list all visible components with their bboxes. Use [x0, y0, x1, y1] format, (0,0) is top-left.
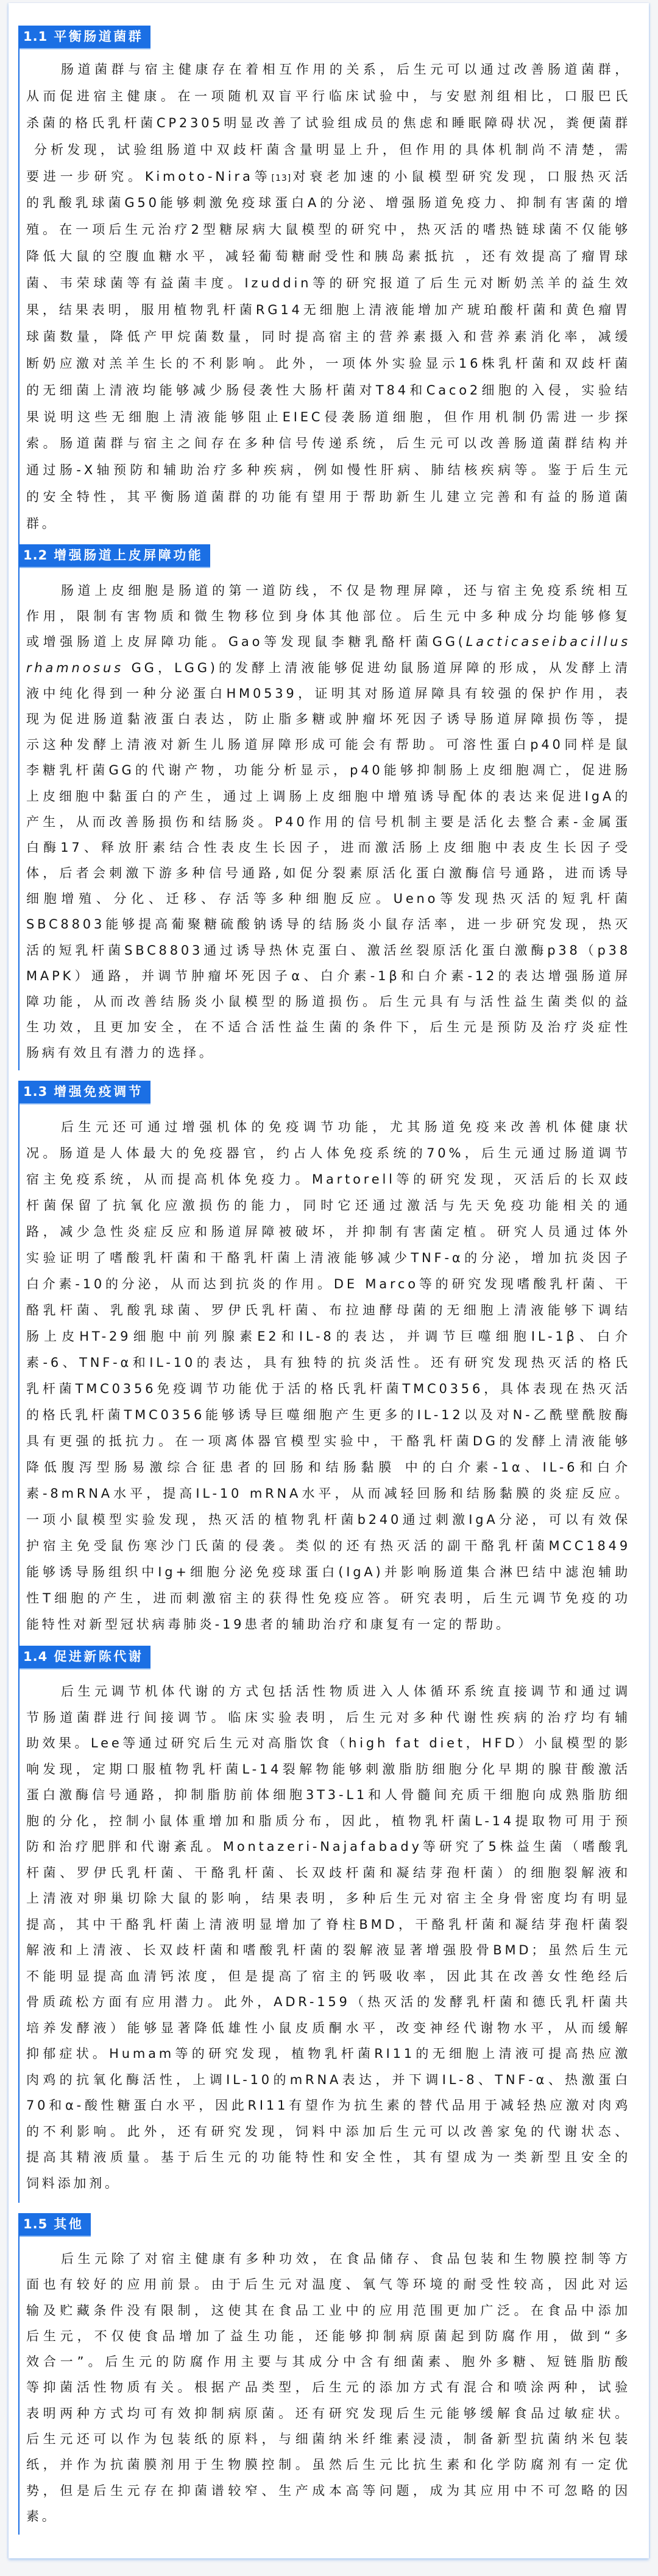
paragraph-line: 势，但是后生元存在抑菌谱较窄、生产成本高等问题，成为其应用中不可忽略的因 [26, 2483, 631, 2498]
paragraph-line: 通过肠-X轴预防和辅助治疗多种疾病，例如慢性肝病、肺结核疾病等。鉴于后生元 [26, 463, 631, 478]
paragraph-line: 纸，并作为抗菌膜剂用于生物膜控制。虽然后生元比抗生素和化学防腐剂有一定优 [26, 2457, 631, 2472]
section-paragraph [26, 1679, 631, 2196]
paragraph-line [26, 655, 631, 681]
paragraph-line: 等抑菌活性物质有关。根据产品类型，后生元的添加方式有混合和喷涂两种，试验 [26, 2380, 631, 2395]
paragraph-line: 杆菌保留了抗氧化应激损伤的能力，同时它还通过激活与先天免疫功能相关的通 [26, 1198, 631, 1213]
paragraph-line: 胞的分化，控制小鼠体重增加和脂质分布，因此，植物乳杆菌L-14提取物可用于预 [26, 1813, 631, 1828]
paragraph-line: 70和α-酸性糖蛋白水平，因此RI11有望作为抗生素的替代品用于减轻热应激对肉鸡 [26, 2098, 631, 2113]
paragraph-line: 的乳酸乳球菌G50能够刺激免疫球蛋白A的分泌、增强肠道免疫力、抑制有害菌的增 [26, 195, 631, 211]
text-segment: 或增强肠道上皮屏障功能。Gao等发现鼠李糖乳酪杆菌GG( [26, 634, 466, 650]
paragraph-line: 杀菌的格氏乳杆菌CP2305明显改善了试验组成员的焦虑和睡眠障碍状况，粪便菌群 [26, 115, 631, 130]
paragraph-line: 障功能，从而改善结肠炎小鼠模型的肠道损伤。后生元具有与活性益生菌类似的益 [26, 994, 631, 1009]
paragraph-line: 降低腹泻型肠易激综合征患者的回肠和结肠黏膜 中的白介素-1α、IL-6和白介 [26, 1460, 631, 1475]
section-title: 促进新陈代谢 [54, 1649, 144, 1664]
paragraph-line: 的格氏乳杆菌TMC0356能够诱导巨噬细胞产生更多的IL-12以及对N-乙酰壁酰胺酶 [26, 1408, 631, 1422]
paragraph-line: 肉鸡的抗氧化酶活性，上调IL-10的mRNA表达，并下调IL-8、TNF-α、热激蛋白 [26, 2072, 631, 2087]
paragraph-line: 乳杆菌TMC0356免疫调节功能优于活的格氏乳杆菌TMC0356，具体表现在热灭活 [26, 1381, 631, 1396]
paragraph-line: 素。 [26, 2508, 58, 2524]
paragraph-line: 酪乳杆菌、乳酸乳球菌、罗伊氏乳杆菌、布拉迪酵母菌的无细胞上清液能够下调结 [26, 1303, 631, 1318]
paragraph-line: 面也有较好的应用前景。由于后生元对温度、氧气等环境的耐受性较高，因此对运 [26, 2277, 631, 2292]
paragraph-line: 分析发现，试验组肠道中双歧杆菌含量明显上升，但作用的具体机制尚不清楚，需 [26, 142, 631, 157]
italic-species-name: Lacticaseibacillus [465, 634, 631, 650]
text-segment: 要进一步研究。Kimoto-Nira等 [26, 169, 272, 184]
paragraph-line: 效合一”。后生元的防腐作用主要与其成分中含有细菌素、胞外多糖、短链脂肪酸 [26, 2354, 631, 2370]
section-header [18, 544, 210, 567]
paragraph-line: 输及贮藏条件没有限制，这使其在食品工业中的应用范围更加广泛。在食品中添加 [26, 2303, 631, 2318]
paragraph-line: 生功效，且更加安全，在不适合活性益生菌的条件下，后生元是预防及治疗炎症性 [26, 1020, 631, 1035]
paragraph-line: 菌、韦荣球菌等有益菌丰度。Izuddin等的研究报道了后生元对断奶羔羊的益生效 [26, 276, 631, 291]
citation-reference: [13] [271, 173, 292, 183]
section-header [18, 1081, 150, 1103]
paragraph-line [26, 629, 631, 655]
paragraph-line: 蛋白激酶信号通路，抑制脂肪前体细胞3T3-L1和人骨髓间充质干细胞向成熟脂肪细 [26, 1788, 631, 1802]
section-header [18, 26, 150, 48]
paragraph-line: 的安全特性，其平衡肠道菌群的功能有望用于帮助新生儿建立完善和有益的肠道菌 [26, 490, 631, 505]
paragraph-line: 杆菌、罗伊氏乳杆菌、干酪乳杆菌、长双歧杆菌和凝结芽孢杆菌）的细胞裂解液和 [26, 1865, 631, 1880]
paragraph-line: 上皮细胞中黏蛋白的产生，通过上调肠上皮细胞中增殖诱导配体的表达来促进IgA的 [26, 788, 631, 804]
paragraph-line: 响发现，定期口服植物乳杆菌L-14裂解物能够刺激脂肪细胞分化早期的腺苷酸激活 [26, 1761, 631, 1777]
paragraph-line: 后生元除了对宿主健康有多种功效，在食品储存、食品包装和生物膜控制等方 [61, 2251, 631, 2266]
paragraph-line: SBC8803能够提高葡聚糖硫酸钠诱导的结肠炎小鼠存活率，进一步研究发现，热灭 [26, 917, 631, 932]
paragraph-line: 降低大鼠的空腹血糖水平，减轻葡萄糖耐受性和胰岛素抵抗 ，还有效提高了瘤胃球 [26, 249, 631, 264]
paragraph-line: 从而促进宿主健康。在一项随机双盲平行临床试验中，与安慰剂组相比，口服巴氏 [26, 88, 631, 104]
paragraph-line: 表明两种方式均可有效抑制病原菌。还有研究发现后生元能够缓解食品过敏症状。 [26, 2406, 631, 2421]
paragraph-line: 能特性对新型冠状病毒肺炎-19患者的辅助治疗和康复有一定的帮助。 [26, 1617, 512, 1632]
paragraph-line: 殖。在一项后生元治疗2型糖尿病大鼠模型的研究中，热灭活的嗜热链球菌不仅能够 [26, 222, 631, 237]
section-number: 1.5 [23, 2217, 48, 2231]
section-accent-border [18, 48, 19, 544]
paragraph-line: 活的短乳杆菌SBC8803通过诱导热休克蛋白、激活丝裂原活化蛋白激酶p38（p38 [26, 942, 631, 958]
paragraph-line: 果，结果表明，服用植物乳杆菌RG14无细胞上清液能增加产琥珀酸杆菌和黄色瘤胃 [26, 303, 631, 318]
paragraph-line: 球菌数量，降低产甲烷菌数量，同时提高宿主的营养素摄入和营养素消化率，减缓 [26, 329, 631, 344]
paragraph-line: 路，减少急性炎症反应和肠道屏障被破坏，并抑制有害菌定植。研究人员通过体外 [26, 1224, 631, 1239]
section-number: 1.2 [23, 548, 48, 563]
paragraph-line: 产生，从而改善肠损伤和结肠炎。P40作用的信号机制主要是活化去整合素-金属蛋 [26, 814, 631, 829]
paragraph-line: 节肠道菌群进行间接调节。临床实验表明，后生元对多种代谢性疾病的治疗均有辅 [26, 1710, 631, 1725]
paragraph-line: 具有更强的抵抗力。在一项离体器官模型实验中，干酪乳杆菌DG的发酵上清液能够 [26, 1434, 631, 1448]
paragraph-line: 宿主免疫系统，从而提高机体免疫力。Martorell等的研究发现，灭活后的长双歧 [26, 1172, 631, 1187]
paragraph-line: 断奶应激对羔羊生长的不利影响。此外，一项体外实验显示16株乳杆菌和双歧杆菌 [26, 356, 631, 371]
paragraph-line: 后生元调节机体代谢的方式包括活性物质进入人体循环系统直接调节和通过调 [61, 1684, 631, 1699]
section-header [18, 2213, 91, 2236]
paragraph-line: 肠上皮HT-29细胞中前列腺素E2和IL-8的表达，并调节巨噬细胞IL-1β、白介 [26, 1329, 631, 1344]
paragraph-line: 提高，其中干酪乳杆菌上清液明显增加了脊柱BMD，干酪乳杆菌和凝结芽孢杆菌裂 [26, 1917, 631, 1932]
section-accent-border [18, 1103, 19, 1646]
paragraph-line: 肠病有效且有潜力的选择。 [26, 1045, 215, 1061]
section-paragraph [26, 2246, 631, 2529]
paragraph-line: 防和治疗肥胖和代谢紊乱。Montazeri-Najafabady等研究了5株益生菌（嗜酸乳 [26, 1839, 631, 1854]
section-number: 1.4 [23, 1649, 48, 1664]
paragraph-line: 液中纯化得到一种分泌蛋白HM0539，证明其对肠道屏障具有较强的保护作用，表 [26, 686, 631, 701]
paragraph-line: 性T细胞的产生，进而刺激宿主的获得性免疫应答。研究表明，后生元调节免疫的功 [26, 1591, 631, 1606]
section-accent-border [18, 567, 19, 1070]
paragraph-line: 素-6、TNF-α和IL-10的表达，具有独特的抗炎活性。还有研究发现热灭活的格氏 [26, 1355, 631, 1370]
paragraph-line: 培养发酵液）能够显著降低雄性小鼠皮质酮水平，改变神经代谢物水平，从而缓解 [26, 2020, 631, 2035]
paragraph-line: 索。肠道菌群与宿主之间存在多种信号传递系统，后生元可以改善肠道菌群结构并 [26, 436, 631, 451]
paragraph-line [26, 164, 631, 191]
section-header [18, 1646, 150, 1668]
section-number: 1.1 [23, 29, 48, 44]
paragraph-line: 实验证明了嗜酸乳杆菌和干酪乳杆菌上清液能够减少TNF-α的分泌，增加抗炎因子 [26, 1251, 631, 1265]
paragraph-line: 后生元还可以作为包装纸的原料，与细菌纳米纤维素浸渍，制备新型抗菌纳米包装 [26, 2432, 631, 2447]
paragraph-line: 助效果。Lee等通过研究后生元对高脂饮食（high fat diet，HFD）小鼠模型的影 [26, 1736, 631, 1750]
text-segment: GG，LGG)的发酵上清液能够促进幼鼠肠道屏障的形成，从发酵上清 [123, 660, 631, 675]
paragraph-line: 抑郁症状。Humam等的研究发现，植物乳杆菌RI11的无细胞上清液可提高热应激 [26, 2046, 631, 2061]
paragraph-line: 白介素-10的分泌，从而达到抗炎的作用。DE Marco等的研究发现嗜酸乳杆菌、干 [26, 1277, 631, 1291]
paragraph-line: 李糖乳杆菌GG的代谢产物，功能分析显示，p40能够抑制肠上皮细胞凋亡，促进肠 [26, 763, 631, 778]
paragraph-line: 素-8mRNA水平，提高IL-10 mRNA水平，从而减轻回肠和结肠黏膜的炎症反应。 [26, 1486, 631, 1501]
paragraph-line: 的不利影响。此外，还有研究发现，饲料中添加后生元可以改善家兔的代谢状态、 [26, 2124, 631, 2139]
section-paragraph [26, 1114, 631, 1638]
paragraph-line: 后生元，不仅使食品增加了益生功能，还能够抑制病原菌起到防腐作用，做到“多 [26, 2328, 631, 2343]
paragraph-line: 后生元还可通过增强机体的免疫调节功能，尤其肠道免疫来改善机体健康状 [61, 1120, 631, 1134]
section-paragraph [26, 578, 631, 1066]
italic-species-name: rhamnosus [26, 660, 124, 675]
paragraph-line: 体，后者会刺激下游多种信号通路,如促分裂素原活化蛋白激酶信号通路，进而诱导 [26, 866, 631, 881]
paragraph-line: 饲料添加剂。 [26, 2175, 121, 2191]
section-accent-border [18, 1668, 19, 2203]
section-title: 平衡肠道菌群 [54, 29, 144, 44]
paragraph-line: 果说明这些无细胞上清液能够阻止EIEC侵袭肠道细胞，但作用机制仍需进一步探 [26, 409, 631, 424]
paragraph-line: 护宿主免受鼠伤寒沙门氏菌的侵袭。类似的还有热灭活的副干酪乳杆菌MCC1849 [26, 1539, 631, 1553]
paragraph-line: 提高其精液质量。基于后生元的功能特性和安全性，其有望成为一类新型且安全的 [26, 2150, 631, 2164]
text-segment: 对衰老加速的小鼠模型研究发现，口服热灭活 [291, 169, 631, 184]
paragraph-line: 能够诱导肠组织中Ig+细胞分泌免疫球蛋白(IgA)并影响肠道集合淋巴结中滤泡辅助 [26, 1565, 631, 1579]
paragraph-line: MAPK）通路，并调节肿瘤坏死因子α、白介素-1β和白介素-12的表达增强肠道屏 [26, 968, 631, 983]
paragraph-line: 作用，限制有害物质和微生物移位到身体其他部位。后生元中多种成分均能够修复 [26, 609, 631, 624]
paragraph-line: 的无细菌上清液均能够减少肠侵袭性大肠杆菌对T84和Caco2细胞的入侵，实验结 [26, 382, 631, 398]
paragraph-line: 上清液对卵巢切除大鼠的影响，结果表明，多种后生元对宿主全身骨密度均有明显 [26, 1891, 631, 1906]
paragraph-line: 骨质疏松方面有应用潜力。此外，ADR-159（热灭活的发酵乳杆菌和德氏乳杆菌共 [26, 1995, 631, 2009]
section-number: 1.3 [23, 1084, 48, 1099]
paragraph-line: 肠道上皮细胞是肠道的第一道防线，不仅是物理屏障，还与宿主免疫系统相互 [61, 583, 631, 598]
section-title: 其他 [54, 2217, 84, 2231]
paragraph-line: 群。 [26, 516, 58, 532]
paragraph-line: 不能明显提高血清钙浓度，但是提高了宿主的钙吸收率，因此其在改善女性绝经后 [26, 1968, 631, 1984]
paragraph-line: 示这种发酵上清液对新生儿肠道屏障形成可能会有帮助。可溶性蛋白p40同样是鼠 [26, 737, 631, 753]
section-paragraph [26, 57, 631, 538]
section-title: 增强免疫调节 [54, 1084, 144, 1099]
section-accent-border [18, 2236, 19, 2535]
paragraph-line: 解液和上清液、长双歧杆菌和嗜酸乳杆菌的裂解液显著增强股骨BMD；虽然后生元 [26, 1943, 631, 1957]
paragraph-line: 白酶17、释放肝素结合性表皮生长因子，进而激活肠上皮细胞中表皮生长因子受 [26, 840, 631, 855]
paragraph-line: 细胞增殖、分化、迁移、存活等多种细胞反应。Ueno等发现热灭活的短乳杆菌 [26, 891, 631, 907]
paragraph-line: 现为促进肠道黏液蛋白表达，防止脂多糖或肿瘤坏死因子诱导肠道屏障损伤等，提 [26, 711, 631, 726]
paragraph-line: 一项小鼠模型实验发现，热灭活的植物乳杆菌b240通过刺激IgA分泌，可以有效保 [26, 1512, 631, 1527]
section-title: 增强肠道上皮屏障功能 [54, 548, 203, 563]
paragraph-line: 况。肠道是人体最大的免疫器官，约占人体免疫系统的70%，后生元通过肠道调节 [26, 1146, 631, 1160]
paragraph-line: 肠道菌群与宿主健康存在着相互作用的关系，后生元可以通过改善肠道菌群， [61, 62, 631, 77]
